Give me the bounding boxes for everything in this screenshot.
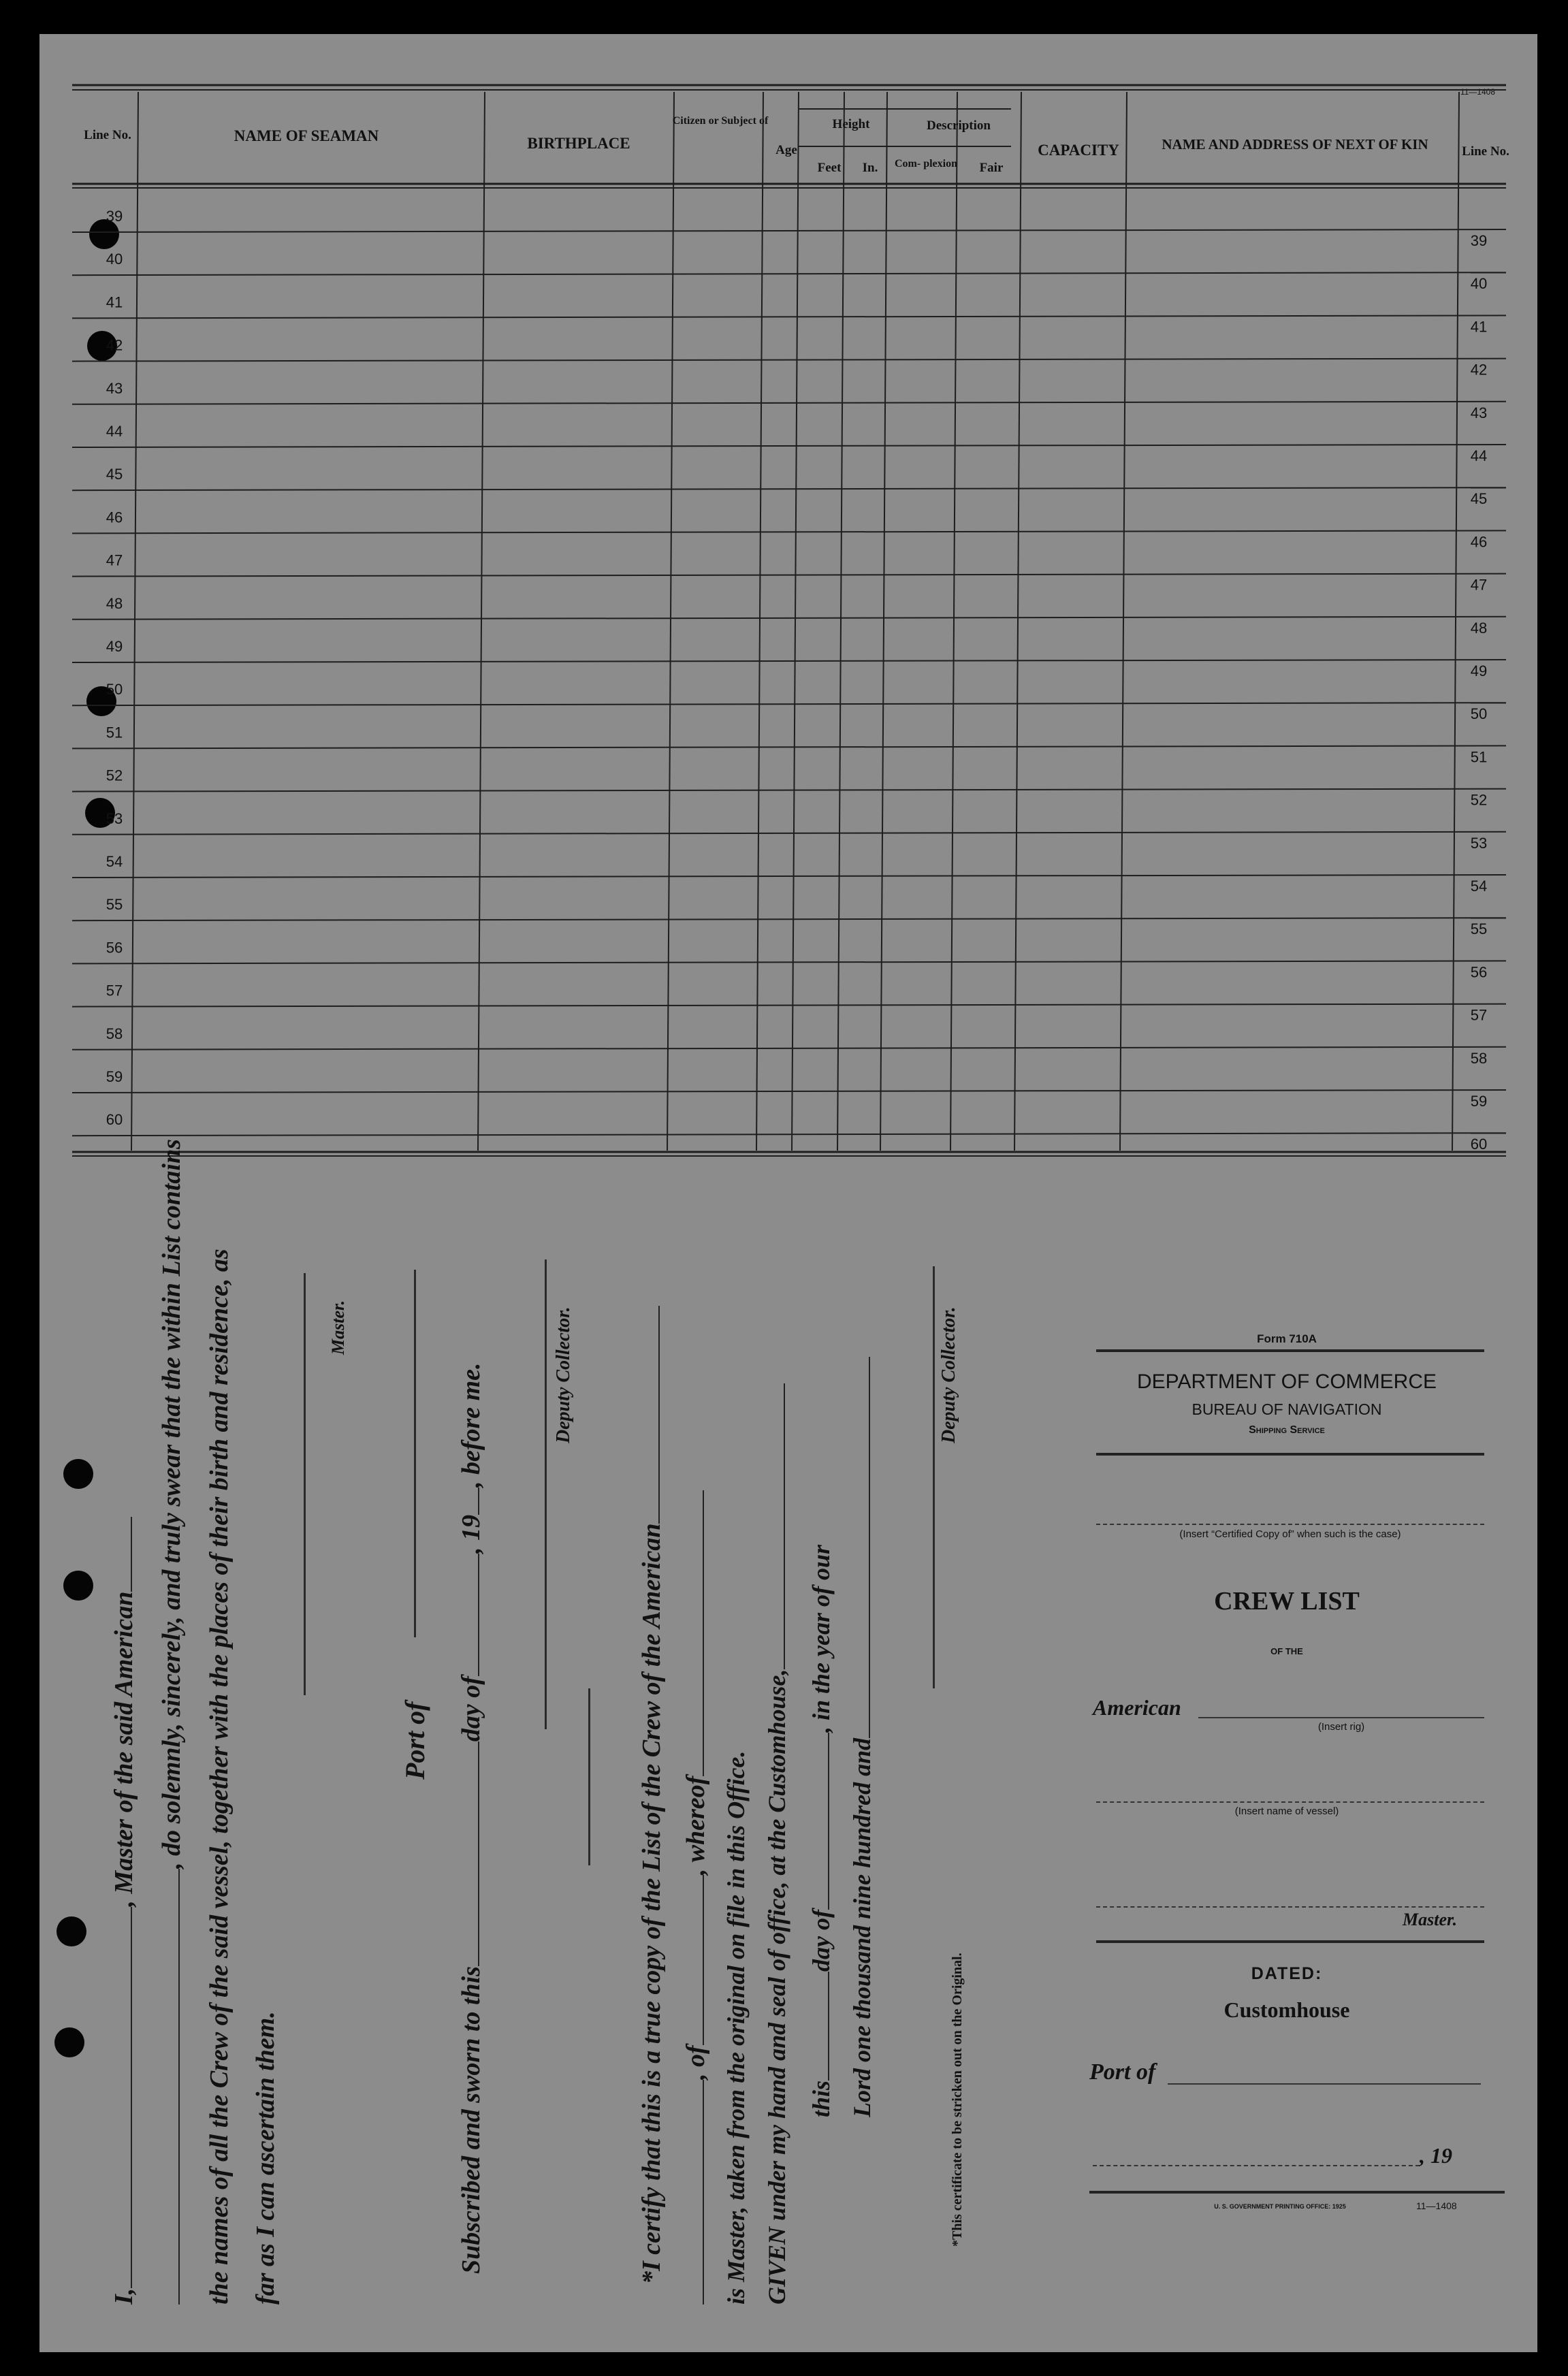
rig-line	[1198, 1717, 1484, 1718]
punch-hole-5	[63, 1459, 93, 1489]
header-description: Description	[927, 118, 991, 133]
oath-line-1: I,, Master of the said American	[109, 1517, 139, 2305]
punch-hole-8	[54, 2027, 84, 2057]
table-row-rule	[72, 1090, 1506, 1093]
cover-year: , 19	[1420, 2143, 1452, 2168]
header-age: Age	[775, 143, 797, 157]
table-row-rule	[72, 530, 1506, 533]
date-line	[1093, 2165, 1420, 2166]
line-number-right: 42	[1470, 361, 1488, 379]
cover-rule-3	[1096, 1940, 1484, 1943]
table-row-rule	[72, 402, 1506, 404]
table-row-rule	[72, 574, 1506, 577]
vessel-name-line	[1096, 1801, 1484, 1803]
deputy-signature-line-2	[933, 1266, 935, 1688]
customhouse-label: Customhouse	[1223, 1997, 1350, 2022]
master-name-line	[1096, 1906, 1484, 1908]
line-number-right: 46	[1470, 533, 1488, 551]
header-citizen: Citizen or Subject of	[672, 115, 769, 127]
column-divider	[792, 92, 799, 1151]
oath-line-3: the names of all the Crew of the said vessel, together with the places of their birth and residence, as	[205, 1249, 234, 2305]
header-birthplace: BIRTHPLACE	[527, 135, 630, 152]
certify-line: *I certify that this is a true copy of the List of the Crew of the American	[637, 1306, 667, 2284]
line-number-left: 52	[106, 767, 123, 784]
line-number-left: 54	[106, 853, 123, 870]
certified-copy-line	[1096, 1524, 1484, 1525]
table-row-rule	[72, 832, 1506, 835]
column-divider	[880, 92, 887, 1151]
oath-port-of: Port of	[400, 1701, 430, 1780]
header-complexion: Com- plexion	[895, 158, 957, 170]
table-row-rule	[72, 1047, 1506, 1050]
subscribed-line: Subscribed and sworn to thisday of, 19, before me.	[457, 1362, 485, 2274]
table-row-rule	[72, 487, 1506, 490]
crew-table	[0, 0, 1568, 1171]
table-row-rule	[72, 703, 1506, 705]
line-number-left: 42	[106, 336, 123, 354]
line-number-right: 43	[1470, 404, 1488, 421]
line-number-left: 57	[106, 982, 123, 999]
given-line: GIVEN under my hand and seal of office, at the Customhouse,	[763, 1383, 791, 2305]
line-number-left: 39	[106, 208, 123, 225]
column-divider	[756, 92, 763, 1151]
line-number-left: 60	[106, 1111, 123, 1129]
line-number-right: 45	[1470, 490, 1488, 508]
deputy-collector-label-2: Deputy Collector.	[938, 1306, 959, 1443]
lord-line: Lord one thousand nine hundred and	[848, 1357, 876, 2117]
line-number-left: 48	[106, 594, 123, 612]
table-row-rule	[72, 1004, 1506, 1007]
certify-master-line: is Master, taken from the original on file in this Office.	[722, 1750, 750, 2305]
shipping-service: Shipping Service	[1249, 1424, 1325, 1436]
table-row-rule	[72, 918, 1506, 920]
line-number-left: 44	[106, 423, 123, 440]
header-name-of-seaman: NAME OF SEAMAN	[234, 127, 379, 144]
cover-american: American	[1093, 1695, 1181, 1720]
deputy-signature-line	[545, 1259, 547, 1729]
line-number-left: 45	[106, 466, 123, 483]
table-row-rule	[72, 789, 1506, 792]
table-row-rule	[72, 229, 1506, 232]
cover-rule-2	[1096, 1453, 1484, 1456]
table-row-rule	[72, 745, 1506, 748]
crew-list-title: CREW LIST	[1214, 1587, 1360, 1616]
header-capacity: CAPACITY	[1038, 142, 1119, 159]
master-label: Master.	[328, 1300, 348, 1355]
line-number-left: 51	[106, 724, 123, 741]
column-divider	[131, 92, 138, 1151]
line-number-right: 53	[1470, 834, 1488, 852]
header-line-no: Line No.	[84, 128, 131, 142]
line-number-left: 46	[106, 509, 123, 526]
certify-of-line: , of, whereof	[681, 1490, 711, 2305]
column-divider	[837, 92, 844, 1151]
column-divider	[478, 92, 485, 1151]
header-fair: Fair	[979, 161, 1004, 175]
form-code-top: 11—1408	[1460, 87, 1495, 97]
line-number-left: 40	[106, 251, 123, 268]
line-number-right: 60	[1470, 1136, 1488, 1153]
punch-hole-6	[63, 1571, 93, 1601]
table-row-rule	[72, 359, 1506, 362]
header-feet: Feet	[817, 161, 842, 175]
line-number-left: 58	[106, 1025, 123, 1042]
gpo-imprint: U. S. GOVERNMENT PRINTING OFFICE: 1925	[1214, 2203, 1346, 2210]
line-number-right: 56	[1470, 963, 1488, 981]
line-number-right: 59	[1470, 1093, 1488, 1110]
of-the-label: OF THE	[1270, 1646, 1303, 1656]
line-number-left: 53	[106, 809, 123, 827]
header-in: In.	[862, 161, 878, 175]
line-number-left: 50	[106, 681, 123, 699]
cover-form-code: 11—1408	[1416, 2200, 1457, 2211]
department-title: DEPARTMENT OF COMMERCE	[1136, 1370, 1437, 1393]
oath-line-2: , do solemnly, sincerely, and truly swear that the within List contains	[157, 1139, 187, 2305]
line-number-right: 48	[1470, 619, 1488, 637]
line-number-right: 51	[1470, 748, 1488, 766]
line-number-right: 54	[1470, 878, 1488, 895]
column-divider	[1014, 92, 1021, 1151]
insert-certified-note: (Insert “Certified Copy of” when such is the case)	[1179, 1528, 1401, 1540]
line-number-right: 57	[1470, 1006, 1488, 1024]
column-divider	[1452, 92, 1459, 1151]
column-divider	[1120, 92, 1127, 1151]
insert-name-note: (Insert name of vessel)	[1234, 1805, 1339, 1817]
port-line	[1168, 2083, 1481, 2085]
line-number-right: 55	[1470, 920, 1488, 938]
table-row-rule	[72, 445, 1506, 447]
bureau-title: BUREAU OF NAVIGATION	[1191, 1400, 1382, 1418]
line-number-left: 49	[106, 638, 123, 655]
cover-master-label: Master.	[1403, 1910, 1458, 1929]
table-row-rule	[72, 617, 1506, 620]
line-number-left: 43	[106, 379, 123, 397]
cover-port-of: Port of	[1089, 2059, 1156, 2085]
deputy-collector-label: Deputy Collector.	[553, 1306, 574, 1443]
line-number-right: 40	[1470, 275, 1488, 293]
punch-hole-7	[57, 1916, 86, 1946]
table-row-rule	[72, 961, 1506, 963]
table-row-rule	[72, 1133, 1506, 1136]
line-number-right: 58	[1470, 1049, 1488, 1067]
column-divider	[667, 92, 674, 1151]
port-of-line	[414, 1270, 416, 1637]
oath-line-4: far as I can ascertain them.	[251, 2011, 280, 2305]
form-number: Form 710A	[1257, 1332, 1317, 1345]
line-number-left: 55	[106, 896, 123, 914]
line-number-right: 41	[1470, 318, 1488, 336]
column-divider	[950, 92, 957, 1151]
insert-rig-note: (Insert rig)	[1317, 1721, 1365, 1733]
line-number-left: 47	[106, 551, 123, 569]
table-row-rule	[72, 875, 1506, 878]
header-next-of-kin: NAME AND ADDRESS OF NEXT OF KIN	[1162, 136, 1428, 152]
seal-line	[588, 1688, 590, 1865]
header-height: Height	[832, 117, 870, 131]
table-row-rule	[72, 660, 1506, 662]
line-number-left: 41	[106, 293, 123, 311]
line-number-right: 39	[1470, 232, 1488, 249]
cover-rule-4	[1089, 2191, 1505, 2194]
line-number-left: 59	[106, 1068, 123, 1085]
line-number-right: 50	[1470, 705, 1488, 723]
certificate-footnote: *This certificate to be stricken out on the Original.	[950, 1953, 965, 2247]
line-number-right: 49	[1470, 662, 1488, 679]
master-signature-line	[304, 1273, 306, 1695]
dated-label: DATED:	[1251, 1964, 1323, 1983]
cover-rule-1	[1096, 1349, 1484, 1352]
header-line-no-right: Line No.	[1462, 144, 1509, 159]
table-row-rule	[72, 272, 1506, 275]
line-number-right: 52	[1470, 791, 1488, 809]
table-row-rule	[72, 315, 1506, 318]
line-number-right: 47	[1470, 576, 1488, 594]
given-this-line: thisday of, in the year of our	[807, 1544, 835, 2117]
line-number-right: 44	[1470, 447, 1488, 464]
line-number-left: 56	[106, 939, 123, 957]
